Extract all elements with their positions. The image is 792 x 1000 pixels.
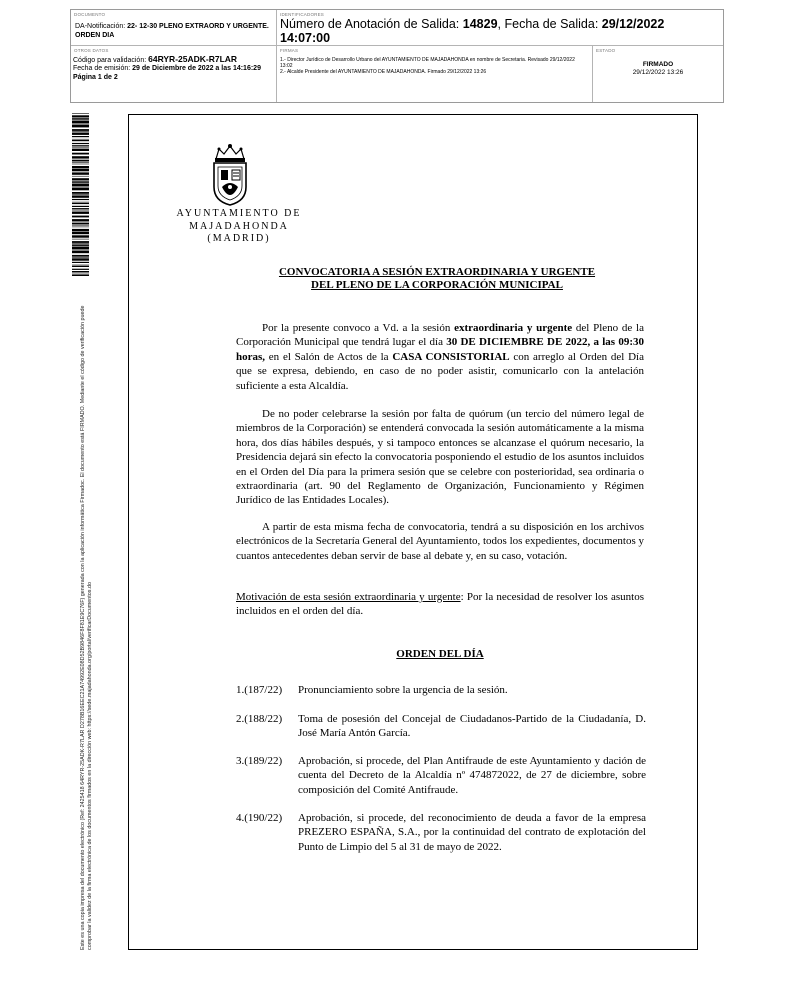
documento-value: DA-Notificación: 22- 12-30 PLENO EXTRAORD Y URGENTE. ORDEN DIA (75, 23, 269, 39)
estado-cell (593, 46, 723, 102)
letterhead-line-2: MAJADAHONDA (189, 220, 289, 232)
paragraph-quorum: De no poder celebrarse la sesión por falta de quórum (un tercio del número legal de miembros de la Corporación) se entenderá convocada la sesión automáticamente a la misma hora, dos días hábiles después, y si tampoco entonces se alcanzase el quórum necesario, la Presidencia dejará sin efecto la convocatoria posponiendo el estudio de los asuntos incluidos en el Orden del Día para la primera sesión que se celebre con posterioridad, sea ordinaria o extraordinaria (art. 90 del Reglamento de Organización, Funcionamiento y Régimen Jurídico de las Entidades Locales). (236, 408, 644, 507)
item-number: 3.(189/22) (236, 755, 283, 767)
documento-caption: DOCUMENTO (74, 12, 106, 17)
documento-cell (71, 10, 277, 46)
firmas-cell (277, 46, 593, 102)
title-line-2: DEL PLENO DE LA CORPORACIÓN MUNICIPAL (311, 278, 563, 291)
item-text: Pronunciamiento sobre la urgencia de la sesión. (298, 684, 508, 696)
estado-value: FIRMADO (642, 61, 674, 68)
codigo-validacion: Código para validación: 64RYR-25ADK-R7LAR (73, 54, 238, 64)
letterhead (172, 208, 306, 246)
orden-del-dia-title: ORDEN DEL DÍA (396, 648, 484, 660)
barcode-image (72, 113, 89, 276)
otros-datos-caption: OTROS DATOS (74, 48, 109, 53)
letterhead-line-1: AYUNTAMIENTO DE (176, 208, 302, 219)
anotacion-salida: Número de Anotación de Salida: 14829, Fecha de Salida: 29/12/2022 14:07:00 (280, 17, 665, 45)
firma-1: 1.- Director Jurídico de Desarrollo Urbano del AYUNTAMIENTO DE MAJADAHONDA en nombre de Secretaria. Revisado 29/12/2022 13:02 (280, 57, 575, 70)
identificadores-caption: IDENTIFICADORES (280, 12, 325, 17)
estado-date: 29/12/2022 13:26 (632, 69, 684, 76)
item-number: 2.(188/22) (236, 713, 283, 725)
item-number: 1.(187/22) (236, 684, 283, 696)
firmas-caption: FIRMAS (280, 48, 299, 53)
item-text: Aprobación, si procede, del reconocimiento de deuda a favor de la empresa PREZERO ESPAÑA, S.A., por la continuidad del contrato de explotación del Punto de Limpio del 5 al 31 de mayo de 2022. (298, 812, 646, 853)
firma-2: 2.- Alcalde Presidente del AYUNTAMIENTO DE MAJADAHONDA. Firmado 29/12/2022 13:26 (280, 69, 487, 76)
pagina-count: Página 1 de 2 (73, 73, 118, 81)
document-header-table (70, 9, 724, 103)
paragraph-convocatoria: Por la presente convoco a Vd. a la sesión extraordinaria y urgente del Pleno de la Corporación Municipal que tendrá lugar el día 30 DE DICIEMBRE DE 2022, a las 09:30 horas, en el Salón de Actos de la CASA CONSISTORIAL con arreglo al Orden del Día que se expresa, debiendo, en caso de no poder asistir, comunicarlo con la antelación suficiente a esta Alcaldía. (236, 322, 644, 392)
item-text: Toma de posesión del Concejal de Ciudadanos-Partido de la Ciudadanía, D. José María Antón García. (298, 713, 646, 740)
estado-caption: ESTADO (596, 48, 616, 53)
item-number: 4.(190/22) (236, 812, 283, 824)
fecha-emision: Fecha de emisión: 29 de Diciembre de 2022 a las 14:16:29 (73, 65, 261, 73)
motivacion-label: Motivación de esta sesión extraordinaria y urgente (236, 591, 461, 603)
letterhead-line-3: (MADRID) (207, 233, 271, 244)
paragraph-disposicion: A partir de esta misma fecha de convocatoria, tendrá a su disposición en los archivos electrónicos de la Secretaría General del Ayuntamiento, todos los expedientes, documentos y cuantos antecedentes deban servir de base al debate y, en su caso, votación. (236, 521, 644, 562)
otros-datos-cell (71, 46, 277, 102)
verification-side-text: Este es una copia impresa del documento electrónico (Ref: 2425418 64RYR-25ADK-R7LAR D278B16EEC21A74992E08D52B9846F8F81E9C76F) generada con la aplicación informática Firmadoc. El documento está FIRMADO. Mediante el código de verificación puede comprobar la validez de la firma electrónica de los documentos firmados en la dirección web: https://sede.majadahonda.org/portal/verificarDocumentos.do (80, 305, 93, 950)
item-text: Aprobación, si procede, del Plan Antifraude de este Ayuntamiento y dación de cuenta del Decreto de la Alcaldía nº 474872022, de 27 de diciembre, sobre composición del Comité Antifraude. (298, 755, 646, 796)
coat-of-arms-icon (207, 143, 253, 207)
paragraph-motivacion: Motivación de esta sesión extraordinaria y urgente: Por la necesidad de resolver los asuntos incluidos en el orden del día. (236, 591, 644, 618)
document-title (230, 266, 644, 291)
identificadores-cell (277, 10, 723, 46)
title-line-1: CONVOCATORIA A SESIÓN EXTRAORDINARIA Y URGENTE (278, 266, 596, 278)
